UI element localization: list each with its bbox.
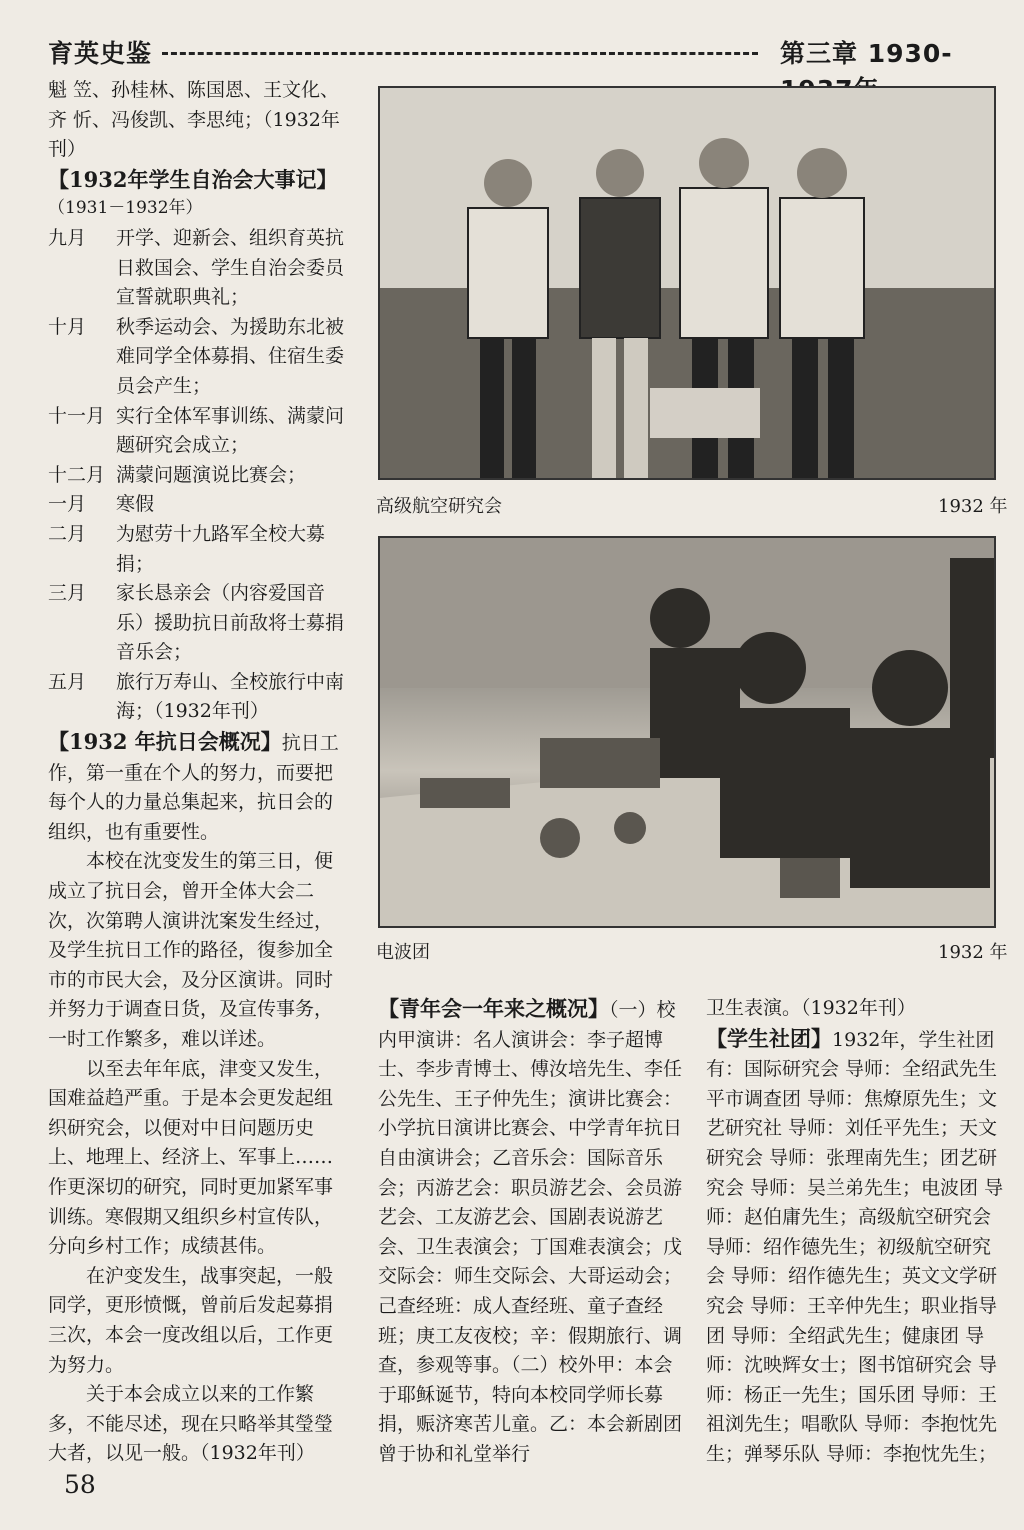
- event-text: 寒假: [116, 493, 155, 516]
- event-row: [48, 668, 348, 727]
- clubs-section: [706, 1024, 1004, 1470]
- event-text: 开学、迎新会、组织育英抗日救国会、学生自治会委员宣誓就职典礼；: [116, 226, 345, 309]
- paragraph: 本校在沈变发生的第三日，便成立了抗日会，曾开全体大会二次，次第聘人演讲沈案发生经过，及学生抗日工作的路径，復参加全市的市民大会，及分区演讲。同时并努力于调查日货，及宣传事务，一时工作繁多，难以详述。: [48, 850, 334, 1050]
- event-month: 九月: [48, 226, 87, 249]
- photo1-year: 1932 年: [938, 496, 1008, 517]
- event-text: 为慰劳十九路军全校大募捐；: [116, 522, 326, 575]
- clubs-body: 1932年，学生社团有：国际研究会 导师：全绍武先生 平市调查团 导师：焦燎原先生；文艺研究社 导师：刘任平先生；天文研究会 导师：张理南先生；团艺研究会 导师：吴兰弟先生；电波团 导师：赵伯庸先生；高级航空研究会 导师：绍作德先生；初级航空研究会 导师：绍作德先生；英文文学研究会 导师：王辛仲先生；职业指导团 导师：全绍武先生；健康团 导师：沈映辉女士；图书馆研究会 导师：杨正一先生；国乐团 导师：王祖浏先生；唱歌队 导师：李抱忱先生；弹琴乐队 导师：李抱忱先生；: [706, 1028, 1004, 1465]
- intro-names: 魁 笠、孙桂林、陈国恩、王文化、齐 忻、冯俊凯、李思纯；（1932年刊）: [48, 79, 340, 161]
- event-row: [48, 313, 348, 402]
- photo2-caption: 电波团: [376, 942, 430, 963]
- anti-japan-summary: [48, 727, 348, 847]
- ymca-section: [378, 994, 690, 1470]
- event-text: 秋季运动会、为援助东北被难同学全体募捐、住宿生委员会产生；: [116, 315, 345, 397]
- book-title: 育英史鉴: [48, 39, 153, 68]
- event-month: 二月: [48, 522, 87, 545]
- event-text: 家长恳亲会（内容爱国音乐）援助抗日前敌将士募捐音乐会；: [116, 582, 345, 664]
- radio-photo-illustration: [380, 538, 994, 926]
- event-month: 三月: [48, 582, 87, 605]
- ymca-title: 【青年会一年来之概况】: [378, 996, 609, 1021]
- event-month: 一月: [48, 493, 87, 516]
- event-row: [48, 579, 348, 668]
- clubs-title: 【学生社团】: [706, 1025, 832, 1051]
- event-row: [48, 224, 348, 313]
- event-month: 十月: [48, 315, 87, 338]
- chapter-title: 第三章 1930-: [780, 39, 953, 68]
- left-column: [48, 76, 348, 1469]
- event-month: 五月: [48, 670, 87, 693]
- page-number: 58: [64, 1470, 96, 1499]
- event-text: 满蒙问题演说比赛会；: [116, 463, 307, 486]
- event-month: 十一月: [48, 404, 106, 427]
- paragraph: 在沪变发生，战事突起，一般同学，更形愤慨，曾前后发起募捐三次，本会一度改组以后，工作更为努力。: [48, 1264, 334, 1376]
- paragraph: 以至去年年底，津变又发生，国难益趋严重。于是本会更发起组织研究会，以便对中日问题历史上、地理上、经济上、军事上……作更深切的研究，同时更加紧军事训练。寒假期又组织乡村宣传队，分向乡村工作；成绩甚伟。: [48, 1057, 334, 1258]
- ymca-body: （一）校内甲演讲：名人演讲会：李子超博士、李步青博士、傅汝培先生、李任公先生、王子仲先生；演讲比赛会：小学抗日演讲比赛会、中学青年抗日自由演讲会；乙音乐会：国际音乐会；丙游艺会：职员游艺会、会员游艺会、工友游艺会、国剧表说游艺会、卫生表演会；丁国难表演会；戊交际会：师生交际会、大哥运动会；己查经班：成人查经班、童子查经班；庚工友夜校；辛：假期旅行、调查，参观等事。（二）校外甲：本会于耶稣诞节，特向本校同学师长募捐，赈济寒苦儿童。乙：本会新剧团曾于协和礼堂举行: [378, 999, 683, 1465]
- event-month: 十二月: [48, 463, 106, 486]
- paragraph: 关于本会成立以来的工作繁多，不能尽述，现在只略举其瑩瑩大者，以见一般。（1932年刊）: [48, 1383, 334, 1465]
- middle-column: [378, 994, 690, 1470]
- event-text: 旅行万寿山、全校旅行中南海；（1932年刊）: [116, 670, 345, 723]
- event-row: [48, 520, 348, 579]
- events-range: （1931－1932年）: [48, 198, 203, 219]
- event-row: [48, 402, 348, 461]
- event-row: [48, 461, 348, 491]
- anti-japan-lead: 抗日工作，第一重在个人的努力，而要把每个人的力量总集起来，抗日会的组织，也有重要性。: [48, 732, 339, 843]
- events-title: 【1932年学生自治会大事记】: [48, 166, 338, 192]
- aviation-club-photo: [378, 86, 996, 480]
- event-text: 实行全体军事训练、满蒙问题研究会成立；: [116, 404, 345, 457]
- radio-club-photo: [378, 536, 996, 928]
- right-column: [706, 994, 1004, 1470]
- right-lead: 卫生表演。（1932年刊）: [706, 997, 916, 1019]
- anti-japan-title: 【1932 年抗日会概况】: [48, 729, 282, 755]
- aviation-photo-illustration: [380, 88, 994, 478]
- event-row: [48, 490, 348, 520]
- header-divider: [162, 52, 758, 55]
- photo1-caption: 高级航空研究会: [376, 496, 502, 517]
- photo2-year: 1932 年: [938, 942, 1008, 963]
